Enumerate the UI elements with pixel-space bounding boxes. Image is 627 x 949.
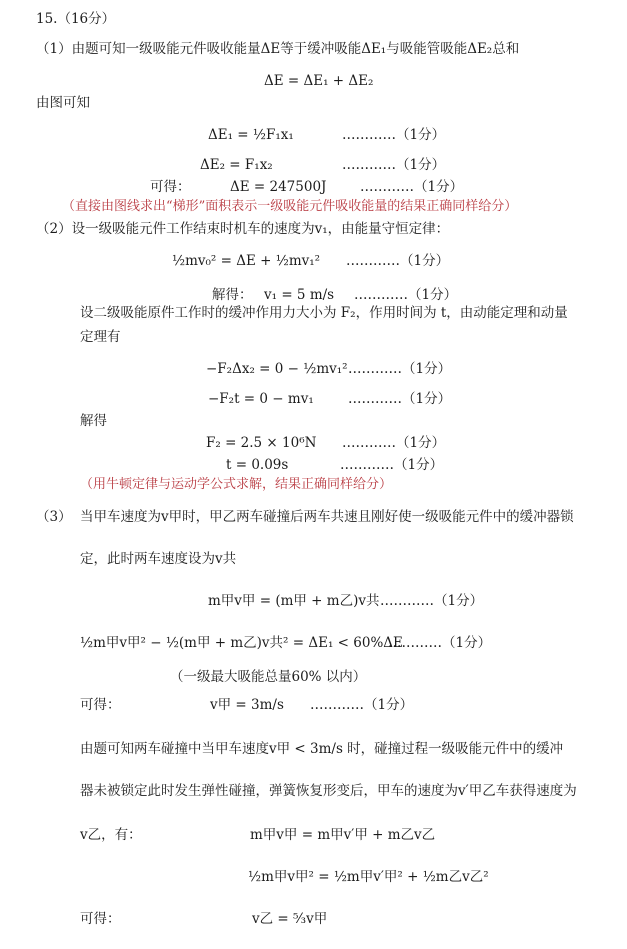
score-momentum: …………（1分） xyxy=(380,593,484,609)
score-work: …………（1分） xyxy=(348,361,452,377)
v-yi-label: v乙，有： xyxy=(80,827,142,843)
eq-work-energy: −F₂Δx₂ = 0 − ½mv₁² xyxy=(206,361,348,377)
eq-energy-elastic: ½m甲v甲² = ½m甲v′甲² + ½m乙v乙² xyxy=(248,869,489,885)
solve-label-2: 解得 xyxy=(80,413,107,429)
part3-text-b: 定，此时两车速度设为v共 xyxy=(80,551,237,567)
score-e2: …………（1分） xyxy=(342,157,446,173)
eq-v1: v₁ = 5 m/s xyxy=(264,287,335,303)
score-f2: …………（1分） xyxy=(342,435,446,451)
eq-total-energy: ΔE = ΔE₁ + ΔE₂ xyxy=(264,73,374,89)
eq-t: t = 0.09s xyxy=(226,457,289,473)
part2-intro: （2）设一级吸能元件工作结束时机车的速度为v₁，由能量守恒定律： xyxy=(36,221,450,237)
limit-note: （一级最大吸能总量60% 以内） xyxy=(170,669,367,685)
problem-header: 15.（16分） xyxy=(36,11,116,27)
eq-delta-e-result: ΔE = 247500J xyxy=(230,179,327,195)
part3-text-d: 器未被锁定此时发生弹性碰撞，弹簧恢复形变后，甲车的速度为v′甲乙车获得速度为 xyxy=(80,783,577,799)
eq-impulse: −F₂t = 0 − mv₁ xyxy=(208,391,314,407)
score-t: …………（1分） xyxy=(340,457,444,473)
eq-v-jia: v甲 = 3m/s xyxy=(210,697,284,713)
score-energy: …………（1分） xyxy=(346,253,450,269)
part3-text-a: 当甲车速度为v甲时，甲乙两车碰撞后两车共速且刚好使一级吸能元件中的缓冲器锁 xyxy=(80,509,574,525)
eq-delta-e1: ΔE₁ = ½F₁x₁ xyxy=(208,127,294,143)
part3-number: （3） xyxy=(36,509,72,525)
eq-momentum-conservation: m甲v甲 = (m甲 + m乙)v共 xyxy=(208,593,380,609)
solve-label-1: 解得： xyxy=(212,287,253,303)
score-impulse: …………（1分） xyxy=(348,391,452,407)
score-v1: …………（1分） xyxy=(354,287,458,303)
eq-energy-limit: ½m甲v甲² − ½(m甲 + m乙)v共² = ΔE₁ < 60%ΔE xyxy=(80,635,403,651)
part1-intro: （1）由题可知一级吸能元件吸收能量ΔE等于缓冲吸能ΔE₁与吸能管吸能ΔE₂总和 xyxy=(36,41,520,57)
eq-momentum-elastic: m甲v甲 = m甲v′甲 + m乙v乙 xyxy=(250,827,436,843)
from-figure-text: 由图可知 xyxy=(36,95,90,111)
result-label-1: 可得： xyxy=(150,179,191,195)
part1-note: （直接由图线求出“梯形”面积表示一级吸能元件吸收能量的结果正确同样给分） xyxy=(62,199,518,214)
result-label-3: 可得： xyxy=(80,697,121,713)
part2-note: （用牛顿定律与运动学公式求解，结果正确同样给分） xyxy=(80,477,393,492)
eq-energy-conservation: ½mv₀² = ΔE + ½mv₁² xyxy=(172,253,321,269)
score-e1: …………（1分） xyxy=(342,127,446,143)
result-label-4: 可得： xyxy=(80,911,121,927)
eq-delta-e2: ΔE₂ = F₁x₂ xyxy=(200,157,273,173)
score-v-jia: …………（1分） xyxy=(310,697,414,713)
eq-f2: F₂ = 2.5 × 10⁶N xyxy=(206,435,317,451)
score-result: …………（1分） xyxy=(360,179,464,195)
eq-v-yi: v乙 = ⁵⁄₃v甲 xyxy=(252,911,328,927)
part2-text-a: 设二级吸能原件工作时的缓冲作用力大小为 F₂，作用时间为 t，由动能定理和动量 xyxy=(80,305,568,321)
part3-text-c: 由题可知两车碰撞中当甲车速度v甲 < 3m/s 时，碰撞过程一级吸能元件中的缓冲 xyxy=(80,741,564,757)
part2-text-b: 定理有 xyxy=(80,329,121,345)
score-energy-limit: …………（1分） xyxy=(388,635,492,651)
